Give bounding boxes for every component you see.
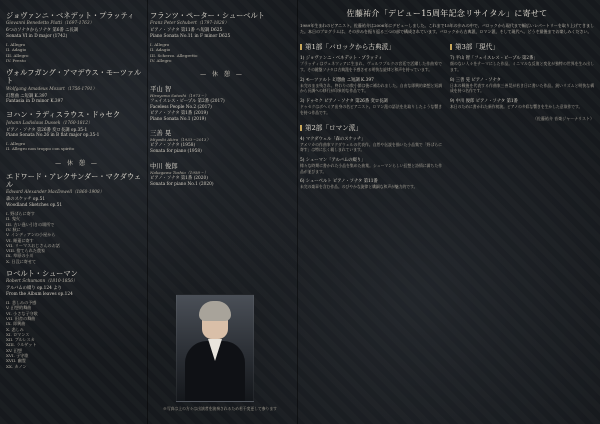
program-piece bbox=[150, 12, 294, 63]
composer-name: ヴォルフガング・アマデウス・モーツァルト bbox=[6, 68, 142, 86]
essay-part-title-text: 第2部「ロマン派」 bbox=[305, 123, 362, 132]
movement: II. 悲しみの予感 bbox=[6, 299, 37, 305]
essay-entry-text: 本日のために書かれた新作初演。ピアノの多彩な響きを生かした意欲作です。 bbox=[450, 104, 583, 110]
work-title: Woodland Sketches op.51 bbox=[6, 203, 63, 209]
essay-column bbox=[300, 6, 594, 395]
movement: XV. 幻想 bbox=[6, 347, 22, 353]
work-title: Sonata VI in D major (1742) bbox=[6, 34, 68, 40]
composer-name: ロベルト・シューマン bbox=[6, 269, 78, 279]
movement: I. Allegro bbox=[6, 141, 26, 147]
work-title: ピアノ・ソナタ 第1番 (2020) bbox=[150, 175, 208, 181]
essay-entry-heading: 8) 三善 晃 ピアノ・ソナタ bbox=[450, 77, 501, 83]
movement: III. Scherzo. Allegretto bbox=[150, 52, 198, 58]
composer-name-en: Robert Schumann（1810-1856） bbox=[6, 279, 78, 285]
movement: I. 野ばらに寄す bbox=[6, 210, 35, 216]
essay-entry-text: 日本の戦後を代表する作曲家三善晃が若き日に書いた作品。鋭いリズムと明快な構成を持つ名作です。 bbox=[450, 82, 594, 94]
program-piece bbox=[6, 270, 148, 369]
program-piece bbox=[6, 111, 148, 152]
contemporary-piece bbox=[150, 128, 294, 155]
movement: IX. 草原の小川 bbox=[6, 253, 34, 259]
essay-part-title bbox=[450, 41, 594, 51]
contemporary-piece bbox=[150, 161, 294, 188]
movement-list bbox=[6, 211, 148, 264]
work-title: Piano Sonata No.1 (2019) bbox=[150, 116, 207, 122]
essay-entry-heading: 5) シューマン「アルバムの綴り」 bbox=[300, 157, 366, 163]
essay-title: 佐藤祐介「デビュー15周年記念リサイタル」に寄せて bbox=[346, 9, 548, 18]
movement: IV. Presto bbox=[6, 57, 26, 63]
movement: IX. 即興曲 bbox=[6, 321, 26, 327]
composer-name-en: Franz Peter Schubert（1797-1828） bbox=[150, 21, 229, 27]
movement: IV. Allegro bbox=[150, 57, 172, 63]
work-title: Fantasia in D minor K.397 bbox=[6, 99, 64, 105]
essay-part-title bbox=[300, 41, 442, 51]
essay-right-parts bbox=[450, 35, 594, 121]
work-title: ピアノ・ソナタ 第1番 (2019) bbox=[150, 110, 208, 116]
essay-entry-text: ドゥセクはボヘミア出身の名ピアニスト。ロマン派の語法を先取りしたような響きを持つ作品です。 bbox=[300, 104, 442, 115]
movement: II. Adagio bbox=[150, 47, 171, 53]
essay-intro: 1989年生まれのピアニスト。佐藤祐介は2006年にデビューしました。これまで15年の歩みの中で、バロックから現代まで幅広いレパートリーを取り上げてきました。本日のプログラムは、その歩みを振り返る三つの部で構成されています。バロックから古典派、ロマン派、そして現代へ。どうぞ最後までお楽しみください。 bbox=[300, 23, 594, 35]
movement: III. Allegro bbox=[6, 52, 29, 58]
essay-entry-heading: 2) モーツァルト 幻想曲 ニ短調 K.397 bbox=[300, 77, 374, 83]
movement: XI. ロマンス bbox=[6, 331, 30, 337]
composer-name-en: Wolfgang Amadeus Mozart（1756-1791） bbox=[6, 86, 97, 92]
movement-list bbox=[6, 300, 148, 369]
work-title: ピアノ・ソナタ 第26番 変ロ長調 op.35-1 bbox=[6, 127, 88, 133]
composer-name: エドワード・アレクサンダー・マクダウェル bbox=[6, 171, 142, 190]
movement-list bbox=[6, 141, 148, 152]
movement: X. 悲しみ bbox=[6, 326, 24, 332]
movement: V. インディアンの小屋から bbox=[6, 232, 56, 238]
movement: IV. 秋に bbox=[6, 226, 21, 232]
essay-left-parts bbox=[300, 35, 442, 190]
work-title: アルバムの綴り op.124 より bbox=[6, 286, 62, 292]
composer-name-en: Miyoshi Akira（1933〜2013） bbox=[150, 137, 211, 143]
movement: VI. 小さな子守歌 bbox=[6, 310, 38, 316]
program-piece bbox=[6, 69, 148, 105]
fold-line bbox=[297, 0, 298, 424]
work-title: 森のスケッチ op.51 bbox=[6, 197, 46, 203]
photo-caption: ※写真は上の方々は出演者を演奏されるため若干変更して参ります bbox=[163, 406, 277, 411]
composer-name-en: Nakagawa Toshio（1958〜） bbox=[150, 169, 208, 175]
movement: XIII. ラルゲット bbox=[6, 342, 37, 348]
gold-bar-icon bbox=[300, 125, 302, 131]
pianist-portrait bbox=[176, 294, 254, 402]
movement-list bbox=[6, 42, 148, 63]
work-title: Faceless People No.2 (2017) bbox=[150, 104, 212, 110]
movement: XVI. 子守歌 bbox=[6, 353, 29, 359]
composer-name-en: Giovanni Benedetto Platti（1697-1763） bbox=[6, 21, 94, 27]
composer-name: フランツ・ペーター・シューベルト bbox=[150, 11, 265, 20]
composer-name: 平山 智 bbox=[150, 85, 172, 94]
movement: V. 幻想的舞曲 bbox=[6, 305, 32, 311]
work-title: 6つのソナタからソナタ 第6番 ニ長調 bbox=[6, 28, 79, 34]
composer-name: 三善 晃 bbox=[150, 129, 172, 138]
program-column-left bbox=[6, 6, 148, 372]
movement: X. 日没に寄せて bbox=[6, 258, 37, 264]
movement: VII. 田舎の舞曲 bbox=[6, 315, 36, 321]
movement: XX. カノン bbox=[6, 363, 27, 369]
work-title: Piano Sonata No.26 in B flat major op.35-1 bbox=[6, 133, 100, 139]
essay-entry-heading: 7) 平山 智「フェイスレス・ピープル 第2番」 bbox=[450, 56, 538, 62]
program-column-middle bbox=[150, 6, 294, 191]
movement: I. Allegro bbox=[6, 41, 26, 47]
composer-name: 中川 俊郎 bbox=[150, 161, 178, 170]
movement: XVII. 幽霊 bbox=[6, 358, 26, 364]
essay-entry-heading: 1) ジョヴァンニ・ベネデット・プラッティ bbox=[300, 56, 383, 62]
essay-entry-text: アメリカの作曲家マクダウェルの代表作。自然や伝説を描いた小品集で「野ばらに寄す」は特に広く親しまれています。 bbox=[300, 141, 442, 153]
movement: VI. 睡蓮に寄す bbox=[6, 237, 34, 243]
work-title: From the Album leaves op.124 bbox=[6, 292, 73, 298]
program-piece bbox=[6, 173, 148, 264]
essay-signature: （佐藤祐介 音楽ジャーナリスト） bbox=[532, 115, 594, 121]
movement: VII. リーマスおじさんのお話 bbox=[6, 242, 60, 248]
gold-bar-icon bbox=[300, 44, 302, 50]
essay-entry-text: 未完のまま残され、終わりの数小節は後に補われました。自由な即興的楽想と短調から長調への移行が印象的な作品です。 bbox=[300, 82, 442, 94]
movement: III. 古い逢い引きの場所で bbox=[6, 221, 55, 227]
composer-name: ジョヴァンニ・ベネデット・プラッティ bbox=[6, 11, 135, 20]
composer-name-en: Hirayama Satoshi（1973〜） bbox=[150, 93, 209, 99]
contemporary-piece bbox=[150, 84, 294, 122]
work-title: ピアノ・ソナタ 第11番 ヘ短調 D625 bbox=[150, 28, 223, 34]
work-title: フェイスレス・ピープル 第2番 (2017) bbox=[150, 99, 225, 105]
intermission-label: — 休 憩 — bbox=[200, 71, 244, 79]
essay-entry-heading: 6) シューベルト ピアノ・ソナタ 第11番 bbox=[300, 179, 378, 185]
movement: XII. ブルレスカ bbox=[6, 337, 35, 343]
essay-entry-text: 未完の楽章を含む作品。のびやかな旋律と繊細な和声が魅力的です。 bbox=[300, 184, 418, 190]
movement: II. Adagio bbox=[6, 47, 27, 53]
essay-part-title-text: 第3部「現代」 bbox=[455, 43, 499, 52]
work-title: Sonata for piano No.1 (2020) bbox=[150, 181, 214, 187]
gold-bar-icon bbox=[450, 44, 452, 50]
movement: VIII. 捨てられた農家 bbox=[6, 248, 46, 254]
essay-entry-heading: 4) マクダウェル「森のスケッチ」 bbox=[300, 136, 366, 142]
essay-entry-text: 顔のない人々をテーマにした作品。ミニマルな反復と変化が独特の世界を生み出します。 bbox=[450, 61, 594, 73]
work-title: Piano Sonata No.11 in F minor D625 bbox=[150, 34, 231, 40]
work-title: ピアノ・ソナタ (1958) bbox=[150, 143, 196, 149]
essay-part-title-text: 第1部「バロックから古典派」 bbox=[305, 43, 395, 52]
intermission-label: — 休 憩 — bbox=[55, 159, 99, 167]
movement-list bbox=[150, 42, 294, 63]
movement: I. Allegro bbox=[150, 41, 170, 47]
composer-name-en: Johann Ladislaus Dussek（1760-1812） bbox=[6, 120, 93, 126]
essay-part-title bbox=[300, 122, 442, 132]
work-title: 幻想曲 ニ短調 K.397 bbox=[6, 93, 48, 99]
movement: II. Allegro non troppo con spirito bbox=[6, 146, 75, 152]
essay-entry-heading: 3) ドゥセク ピアノ・ソナタ 第26番 変ロ長調 bbox=[300, 99, 388, 105]
composer-name-en: Edward Alexander MacDowell（1860-1908） bbox=[6, 190, 105, 196]
essay-entry-heading: 9) 中川 俊郎 ピアノ・ソナタ 第1番 bbox=[450, 99, 518, 105]
program-piece bbox=[6, 12, 148, 63]
essay-entry-text: プラッティはヴェネツィアに生まれ、ヴュルツブルクの宮廷で活躍した作曲家です。その鍵盤ソナタは古典派を予感させる明快な旋律と和声を持っています。 bbox=[300, 61, 442, 73]
work-title: Sonata for piano (1958) bbox=[150, 149, 202, 155]
movement: II. 鬼火 bbox=[6, 216, 21, 222]
composer-name: ヨハン・ラディスラウス・ドゥセク bbox=[6, 110, 121, 120]
essay-entry-text: 様々な時期に書かれた小品を集めた曲集。シューマンらしい幻想と詩情に満ちた作品が並びます。 bbox=[300, 162, 442, 174]
